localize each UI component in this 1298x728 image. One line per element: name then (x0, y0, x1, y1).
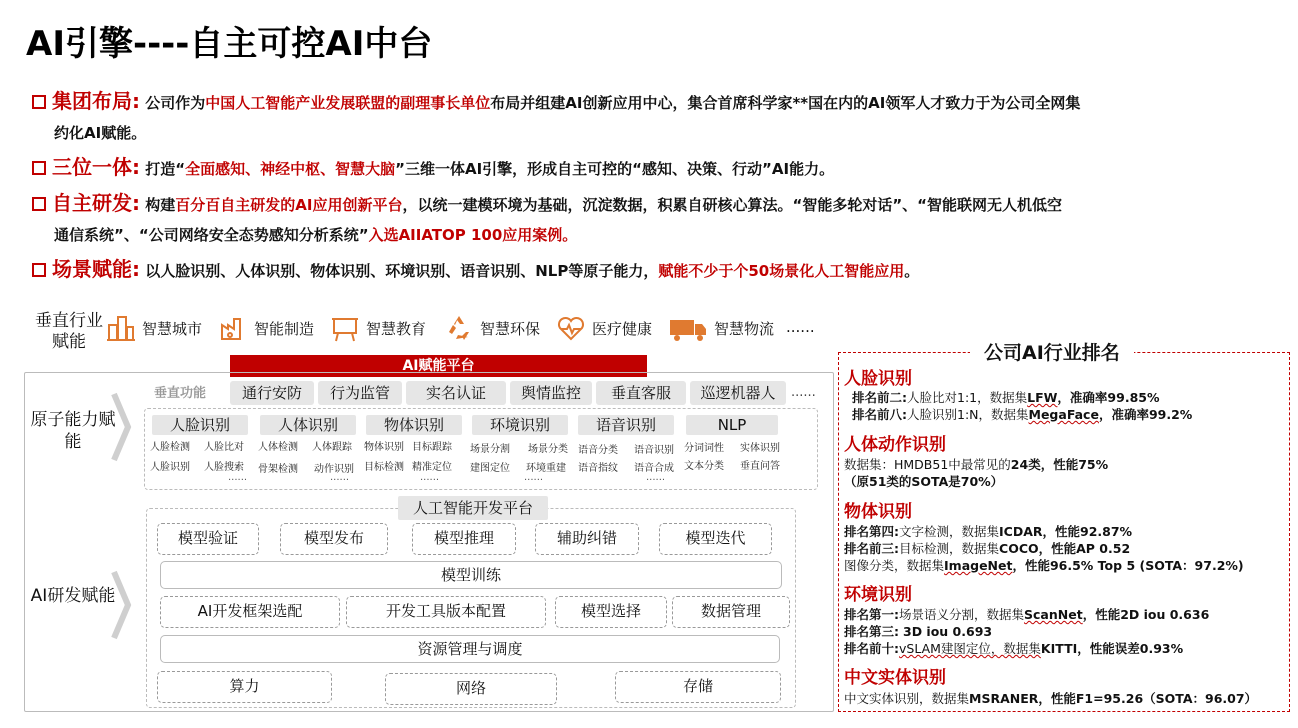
model-selection: 模型选择 (555, 596, 667, 628)
cap-item: 人脸检测 (150, 442, 190, 453)
chevron-right-icon (110, 392, 132, 462)
cap-nlp: NLP (686, 415, 778, 435)
rank-heading-environment: 环境识别 (844, 585, 912, 605)
cap-more: ...... (420, 472, 440, 483)
rank-heading-body-action: 人体动作识别 (844, 435, 946, 455)
rank-line: 排名第一:场景语义分割，数据集ScanNet，性能2D iou 0.636 (844, 607, 1210, 622)
bullet-highlight: 中国人工智能产业发展联盟的副理事长单位 (205, 94, 491, 112)
storage: 存储 (615, 671, 781, 703)
cap-item: 物体识别 (364, 442, 404, 453)
cap-item: 语音识别 (634, 445, 674, 456)
bullet-heading: 场景赋能: (52, 257, 140, 281)
cap-item: 人体跟踪 (312, 442, 352, 453)
rank-line: 中文实体识别，数据集MSRANER，性能F1=95.26（SOTA：96.07） (844, 691, 1258, 706)
model-validation: 模型验证 (157, 523, 259, 555)
industry-smart-city (106, 313, 202, 343)
cap-more: ...... (330, 472, 350, 483)
rank-line: 排名前二:人脸比对1:1，数据集LFW，准确率99.85% (852, 390, 1160, 405)
tabs-more: ...... (791, 385, 816, 400)
bullet-trinity (32, 150, 1282, 186)
tab-public-opinion: 舆情监控 (510, 381, 592, 405)
cap-item: 建图定位 (470, 463, 510, 474)
bullet-heading: 三位一体: (52, 155, 140, 179)
cap-item: 人体检测 (258, 442, 298, 453)
resource-scheduling: 资源管理与调度 (160, 635, 780, 663)
bullet-highlight: 入选AIIATOP 100应用案例。 (368, 226, 578, 244)
cap-item: 分词词性 (684, 443, 724, 454)
industry-logistics (668, 313, 774, 343)
model-training: 模型训练 (160, 561, 782, 589)
compute-power: 算力 (157, 671, 332, 703)
bullet-list (32, 84, 1282, 288)
rank-line: 排名前八:人脸识别1:N，数据集MegaFace，准确率99.2% (852, 407, 1193, 422)
cap-more: ...... (646, 472, 666, 483)
bullet-continuation: 通信系统”、“公司网络安全态势感知分析系统” (54, 226, 369, 244)
network: 网络 (385, 673, 557, 705)
bullet-text: 构建 (145, 196, 176, 214)
industry-more: ...... (786, 318, 815, 336)
cap-object-recognition: 物体识别 (366, 415, 462, 435)
bullet-heading: 自主研发: (52, 191, 140, 215)
square-bullet-icon (32, 197, 46, 211)
cap-item: 场景分割 (470, 444, 510, 455)
bullet-self-dev (32, 186, 1282, 252)
rank-line: 排名前十:vSLAM建图定位，数据集KITTI，性能误差0.93% (844, 641, 1184, 656)
cap-item: 环境重建 (526, 463, 566, 474)
bullet-text: 。 (904, 262, 920, 280)
cap-item: 人脸识别 (150, 462, 190, 473)
cap-item: 目标跟踪 (412, 442, 452, 453)
rank-line: 数据集：HMDB51中最常见的24类，性能75% (844, 457, 1109, 472)
industry-education (330, 313, 426, 343)
bullet-highlight: 全面感知、神经中枢、智慧大脑 (185, 160, 396, 178)
model-publish: 模型发布 (280, 523, 388, 555)
cap-item: 精准定位 (412, 462, 452, 473)
industry-manufacturing (218, 313, 314, 343)
cap-item: 语音分类 (578, 445, 618, 456)
cap-item: 语音指纹 (578, 463, 618, 474)
cap-body-recognition: 人体识别 (260, 415, 356, 435)
rank-line: 排名第四:文字检测，数据集ICDAR，性能92.87% (844, 524, 1133, 539)
dev-platform-title: 人工智能开发平台 (398, 496, 548, 520)
page-title: AI引擎----自主可控AI中台 (26, 24, 433, 64)
cap-speech-recognition: 语音识别 (578, 415, 674, 435)
tab-vertical-service: 垂直客服 (596, 381, 686, 405)
chevron-right-icon (110, 570, 132, 640)
bullet-text: ，以统一建模环境为基础，沉淀数据，积累自研核心算法。“智能多轮对话”、“智能联网无人机低空 (402, 196, 1063, 214)
cap-item: 垂直问答 (740, 461, 780, 472)
bullet-text: 布局并组建AI创新应用中心，集合首席科学家**国在内的AI领军人才致力于为公司全网集 (490, 94, 1081, 112)
assist-correction: 辅助纠错 (535, 523, 639, 555)
rank-heading-face: 人脸识别 (844, 369, 912, 389)
manufacturing-icon (218, 313, 248, 343)
bullet-group-layout (32, 84, 1282, 150)
bullet-text: 公司作为 (145, 94, 206, 112)
education-icon (330, 313, 360, 343)
ai-platform-bar: AI赋能平台 (230, 355, 647, 377)
ranking-title: 公司AI行业排名 (970, 338, 1134, 365)
city-icon (106, 313, 136, 343)
cap-item: 文本分类 (684, 461, 724, 472)
vertical-industry-label: 垂直行业赋能 (35, 311, 103, 352)
square-bullet-icon (32, 95, 46, 109)
industry-label: 医疗健康 (592, 319, 653, 338)
truck-icon (668, 313, 708, 343)
heartbeat-icon (556, 313, 586, 343)
cap-more: ...... (228, 472, 248, 483)
cap-item: 实体识别 (740, 443, 780, 454)
industry-label: 智慧城市 (142, 319, 203, 338)
tab-real-name-auth: 实名认证 (406, 381, 506, 405)
cap-face-recognition: 人脸识别 (152, 415, 248, 435)
industry-environment (444, 313, 540, 343)
cap-item: 动作识别 (314, 464, 354, 475)
rank-line: 图像分类，数据集ImageNet，性能96.5% Top 5 (SOTA：97.2%) (844, 558, 1244, 573)
cap-item: 语音合成 (634, 463, 674, 474)
industry-label: 智能制造 (254, 319, 315, 338)
rank-line: （原51类的SOTA是70%） (844, 474, 1004, 489)
recycle-icon (444, 313, 474, 343)
cap-item: 场景分类 (528, 444, 568, 455)
rank-heading-chinese-entity: 中文实体识别 (844, 668, 946, 688)
atomic-capability-label: 原子能力赋能 (30, 410, 116, 452)
cap-item: 目标检测 (364, 462, 404, 473)
industry-healthcare (556, 313, 652, 343)
square-bullet-icon (32, 161, 46, 175)
tab-access-security: 通行安防 (230, 381, 314, 405)
bullet-heading: 集团布局: (52, 89, 140, 113)
model-iteration: 模型迭代 (659, 523, 772, 555)
square-bullet-icon (32, 263, 46, 277)
tab-behavior-supervision: 行为监管 (318, 381, 402, 405)
tab-patrol-robot: 巡逻机器人 (690, 381, 786, 405)
industry-label: 智慧环保 (480, 319, 541, 338)
ai-rd-label: AI研发赋能 (30, 586, 116, 606)
bullet-text: ”三维一体AI引擎，形成自主可控的“感知、决策、行动”AI能力。 (395, 160, 835, 178)
dev-tool-version-config: 开发工具版本配置 (346, 596, 546, 628)
bullet-highlight: 赋能不少于个50场景化人工智能应用 (658, 262, 905, 280)
cap-more: ...... (524, 472, 544, 483)
rank-line: 排名前三:目标检测，数据集COCO，性能AP 0.52 (844, 541, 1131, 556)
data-management: 数据管理 (672, 596, 790, 628)
rank-line: 排名第三: 3D iou 0.693 (844, 624, 993, 639)
cap-item: 人脸比对 (204, 442, 244, 453)
bullet-continuation: 约化AI赋能。 (54, 124, 147, 142)
vertical-function-label: 垂直功能 (154, 386, 207, 401)
bullet-highlight: 百分百自主研发的AI应用创新平台 (175, 196, 403, 214)
rank-heading-object: 物体识别 (844, 502, 912, 522)
bullet-scenario (32, 252, 1282, 288)
ai-framework-selection: AI开发框架选配 (160, 596, 340, 628)
bullet-text: 以人脸识别、人体识别、物体识别、环境识别、语音识别、NLP等原子能力， (145, 262, 659, 280)
cap-item: 骨架检测 (258, 464, 298, 475)
cap-item: 人脸搜索 (204, 462, 244, 473)
bullet-text: 打造“ (145, 160, 186, 178)
industry-label: 智慧教育 (366, 319, 427, 338)
model-inference: 模型推理 (412, 523, 516, 555)
industry-label: 智慧物流 (714, 319, 775, 338)
cap-environment-recognition: 环境识别 (472, 415, 568, 435)
